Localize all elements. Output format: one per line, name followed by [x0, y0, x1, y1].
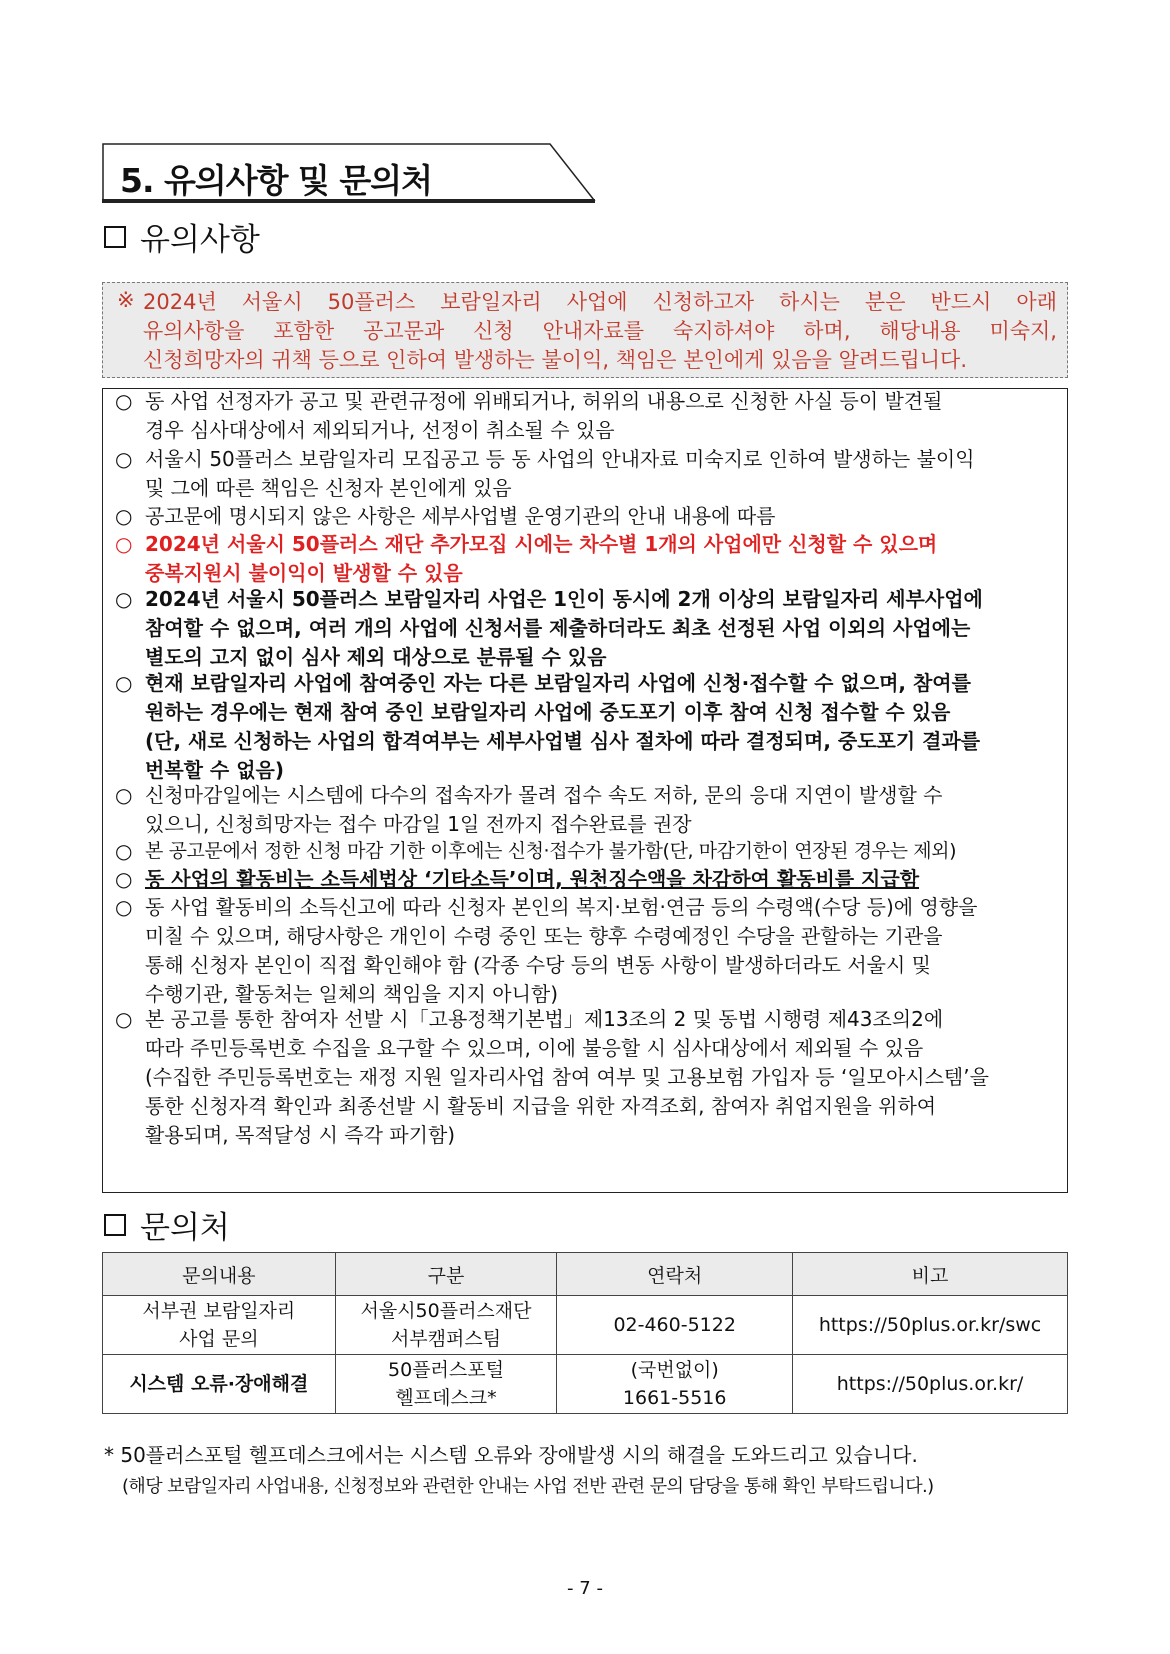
section-header [102, 143, 622, 209]
division-cell [335, 1296, 557, 1355]
circle-bullet-icon: ○ [115, 1007, 133, 1031]
caution-line: 신청마감일에는 시스템에 다수의 접속자가 몰려 접수 속도 저하, 문의 응대 지연이 발생할 수 [145, 783, 943, 807]
checkbox-icon [104, 1214, 126, 1236]
caution-line: 통한 신청자격 확인과 최종선발 시 활동비 지급을 위한 자격조회, 참여자 취업지원을 위하여 [145, 1094, 937, 1118]
cell-line: 서부권 보람일자리 [142, 1300, 296, 1322]
circle-bullet-icon: ○ [115, 783, 133, 807]
note-cell [793, 1355, 1068, 1414]
caution-line: 및 그에 따른 책임은 신청자 본인에게 있음 [145, 476, 512, 500]
caution-item [115, 387, 1055, 445]
notice-line: 신청희망자의 귀책 등으로 인하여 발생하는 불이익, 책임은 본인에게 있음을 알려드립니다. [143, 348, 968, 372]
caution-line: 공고문에 명시되지 않은 사항은 세부사업별 운영기관의 안내 내용에 따름 [145, 504, 776, 528]
footnote: * 50플러스포털 헬프데스크에서는 시스템 오류와 장애발생 시의 해결을 도와드리고 있습니다. [104, 1443, 918, 1467]
column-header: 구분 [335, 1253, 557, 1296]
caution-line: 활용되며, 목적달성 시 즉각 파기함) [145, 1123, 456, 1147]
circle-bullet-icon: ○ [115, 389, 133, 413]
table-header-row [103, 1253, 1068, 1296]
caution-item [115, 502, 1055, 531]
contact-heading [104, 1202, 230, 1247]
caution-line: (수집한 주민등록번호는 재정 지원 일자리사업 참여 여부 및 고용보험 가입자 등 ‘일모아시스템’을 [145, 1065, 989, 1089]
caution-line: 수행기관, 활동처는 일체의 책임을 지지 아니함) [145, 982, 559, 1006]
phone-cell [557, 1296, 793, 1355]
table-row [103, 1296, 1068, 1355]
content-cell [103, 1296, 336, 1355]
footnote: (해당 보람일자리 사업내용, 신청정보와 관련한 안내는 사업 전반 관련 문의 담당을 통해 확인 부탁드립니다.) [122, 1476, 934, 1497]
caution-line: 중복지원시 불이익이 발생할 수 있음 [145, 561, 463, 585]
caution-line: 원하는 경우에는 현재 참여 중인 보람일자리 사업에 중도포기 이후 참여 신청 접수할 수 있음 [145, 700, 951, 724]
caution-item-underlined [115, 865, 1055, 894]
caution-item [115, 1005, 1055, 1150]
caution-item-highlight [115, 530, 1055, 588]
caution-line: 참여할 수 없으며, 여러 개의 사업에 신청서를 제출하더라도 최초 선정된 사업 이외의 사업에는 [145, 616, 971, 640]
caution-line: (단, 새로 신청하는 사업의 합격여부는 세부사업별 심사 절차에 따라 결정되며, 중도포기 결과를 [145, 729, 981, 753]
cell-line: 1661-5516 [622, 1387, 727, 1409]
circle-bullet-icon: ○ [115, 839, 133, 863]
cell-line: 02-460-5122 [613, 1314, 736, 1336]
cell-line: 헬프데스크* [395, 1387, 497, 1409]
cell-line: 시스템 오류·장애해결 [129, 1373, 309, 1395]
cell-line: 사업 문의 [179, 1328, 259, 1350]
caution-line: 통해 신청자 본인이 직접 확인해야 함 (각종 수당 등의 변동 사항이 발생하더라도 서울시 및 [145, 953, 931, 977]
caution-line: 동 사업의 활동비는 소득세법상 ‘기타소득’이며, 원천징수액을 차감하여 활동비를 지급함 [145, 867, 920, 891]
caution-line: 현재 보람일자리 사업에 참여중인 자는 다른 보람일자리 사업에 신청·접수할 수 없으며, 참여를 [145, 671, 971, 695]
caution-item [115, 781, 1055, 839]
circle-bullet-icon: ○ [115, 532, 133, 556]
reference-mark-icon: ※ [117, 288, 135, 312]
cautions-heading-text: 유의사항 [140, 222, 260, 258]
caution-item [115, 893, 1055, 1009]
url-link[interactable]: https://50plus.or.kr/swc [818, 1314, 1042, 1336]
caution-line: 2024년 서울시 50플러스 재단 추가모집 시에는 차수별 1개의 사업에만 신청할 수 있으며 [145, 532, 938, 556]
circle-bullet-icon: ○ [115, 504, 133, 528]
caution-line: 경우 심사대상에서 제외되거나, 선정이 취소될 수 있음 [145, 418, 615, 442]
caution-line: 있으니, 신청희망자는 접수 마감일 1일 전까지 접수완료를 권장 [145, 812, 692, 836]
caution-line: 동 사업 활동비의 소득신고에 따라 신청자 본인의 복지·보험·연금 등의 수령액(수당 등)에 영향을 [145, 895, 978, 919]
caution-line: 번복할 수 없음) [145, 758, 284, 782]
circle-bullet-icon: ○ [115, 671, 133, 695]
url-link[interactable]: https://50plus.or.kr/ [836, 1373, 1024, 1395]
circle-bullet-icon: ○ [115, 587, 133, 611]
column-header: 연락처 [557, 1253, 793, 1296]
cell-line: 서부캠퍼스팀 [390, 1328, 502, 1350]
cautions-heading [104, 214, 260, 259]
table-row [103, 1355, 1068, 1414]
column-header: 비고 [793, 1253, 1068, 1296]
cell-line: 50플러스포털 [388, 1359, 504, 1381]
caution-item-bold [115, 585, 1055, 672]
notice-text [143, 288, 1057, 375]
checkbox-icon [104, 226, 126, 248]
caution-item [115, 445, 1055, 503]
caution-line: 별도의 고지 없이 심사 제외 대상으로 분류될 수 있음 [145, 645, 607, 669]
caution-line: 따라 주민등록번호 수집을 요구할 수 있으며, 이에 불응할 시 심사대상에서 제외될 수 있음 [145, 1036, 924, 1060]
content-cell [103, 1355, 336, 1414]
cell-line: (국번없이) [630, 1359, 719, 1381]
caution-line: 미칠 수 있으며, 해당사항은 개인이 수령 중인 또는 향후 수령예정인 수당을 관할하는 기관을 [145, 924, 943, 948]
caution-item [115, 837, 1055, 866]
caution-line: 서울시 50플러스 보람일자리 모집공고 등 동 사업의 안내자료 미숙지로 인하여 발생하는 불이익 [145, 447, 975, 471]
notice-line: 유의사항을 포함한 공고문과 신청 안내자료를 숙지하셔야 하며, 해당내용 미숙지, [143, 319, 1057, 343]
division-cell [335, 1355, 557, 1414]
circle-bullet-icon: ○ [115, 895, 133, 919]
caution-item-bold [115, 669, 1055, 785]
circle-bullet-icon: ○ [115, 867, 133, 891]
contact-heading-text: 문의처 [140, 1210, 230, 1246]
circle-bullet-icon: ○ [115, 447, 133, 471]
caution-line: 2024년 서울시 50플러스 보람일자리 사업은 1인이 동시에 2개 이상의 보람일자리 세부사업에 [145, 587, 983, 611]
note-cell [793, 1296, 1068, 1355]
page-number: - 7 - [567, 1578, 603, 1599]
cautions-list [102, 388, 1068, 1193]
column-header: 문의내용 [103, 1253, 336, 1296]
section-title: 5. 유의사항 및 문의처 [120, 161, 432, 200]
cell-line: 서울시50플러스재단 [360, 1300, 532, 1322]
contact-table [102, 1252, 1068, 1414]
notice-line: 2024년 서울시 50플러스 보람일자리 사업에 신청하고자 하시는 분은 반드시 아래 [143, 290, 1057, 314]
caution-line: 본 공고문에서 정한 신청 마감 기한 이후에는 신청·접수가 불가함(단, 마감기한이 연장된 경우는 제외) [145, 840, 957, 862]
phone-cell [557, 1355, 793, 1414]
caution-line: 본 공고를 통한 참여자 선발 시「고용정책기본법」제13조의 2 및 동법 시행령 제43조의2에 [145, 1007, 944, 1031]
notice-box [102, 282, 1068, 378]
caution-line: 동 사업 선정자가 공고 및 관련규정에 위배되거나, 허위의 내용으로 신청한 사실 등이 발견될 [145, 389, 943, 413]
